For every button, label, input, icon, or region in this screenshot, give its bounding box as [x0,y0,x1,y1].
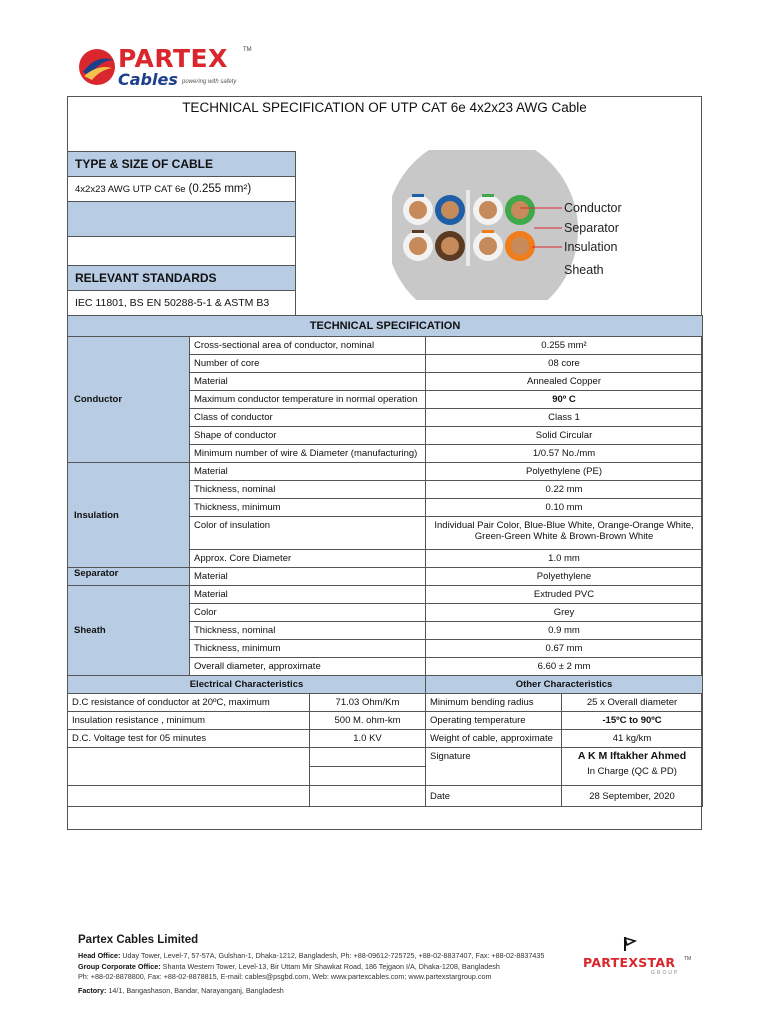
logo-brand: PARTEX [118,44,228,73]
param-label: Material [190,463,426,481]
param-value: 0.10 mm [426,499,703,517]
param-value: 90º C [426,391,703,409]
group-office-label: Group Corporate Office: [78,962,161,971]
param-label: Overall diameter, approximate [190,658,426,676]
empty-cell [310,767,426,786]
table-row [68,694,703,712]
group-office-text: Shanta Western Tower, Level-13, Bir Uttam Mir Shawkat Road, 186 Tejgaon I/A, Dhaka-1208, Bangladesh [162,962,500,971]
separator-shape [466,190,470,266]
param-label: Color of insulation [190,517,426,550]
standards-value: IEC 11801, BS EN 50288-5-1 & ASTM B3 [67,290,296,316]
partex-logo [78,46,118,88]
other-label: Minimum bending radius [426,694,562,712]
param-label: Color [190,604,426,622]
param-label: Thickness, minimum [190,640,426,658]
param-label: Material [190,568,426,586]
label-conductor: Conductor [564,201,622,215]
param-label: Maximum conductor temperature in normal operation [190,391,426,409]
signature-label: Signature [426,748,562,786]
elec-label: D.C. Voltage test for 05 minutes [68,730,310,748]
table-row [68,586,703,604]
logo-tagline: powering with safety [182,79,237,85]
logo-trademark: TM [243,47,252,53]
other-heading: Other Characteristics [426,676,703,694]
param-label: Material [190,586,426,604]
head-office-text: Uday Tower, Level-7, 57-57A, Gulshan-1, Dhaka-1212, Bangladesh, Ph: +88-09612-725725, +88-02-8837407, Fax: +88-02-8837435 [122,951,545,960]
param-value: Solid Circular [426,427,703,445]
elec-value: 1.0 KV [310,730,426,748]
standards-heading: RELEVANT STANDARDS [67,265,296,291]
other-label: Operating temperature [426,712,562,730]
param-value: 0.9 mm [426,622,703,640]
other-value: 25 x Overall diameter [562,694,703,712]
label-separator: Separator [564,221,619,235]
param-value: Extruded PVC [426,586,703,604]
param-value: 1/0.57 No./mm [426,445,703,463]
head-office-label: Head Office: [78,951,121,960]
partexstar-logo: PARTEXSTAR [583,955,676,970]
group-separator: Separator [68,568,190,586]
cable-cross-section-diagram [392,150,632,300]
param-value: Class 1 [426,409,703,427]
param-value: 0.67 mm [426,640,703,658]
factory-text: 14/1, Bangashason, Bandar, Narayanganj, Bangladesh [108,986,284,995]
type-size-empty-blue [67,201,296,237]
table-row [68,730,703,748]
empty-cell [310,748,426,767]
partexstar-group: GROUP [651,970,680,976]
other-value: -15ºC to 90ºC [562,712,703,730]
footer-factory [78,986,284,995]
param-label: Thickness, nominal [190,622,426,640]
date-value: 28 September, 2020 [562,786,703,807]
partex-swoosh-icon [78,46,118,88]
param-value: 0.255 mm² [426,337,703,355]
type-size-area: (0.255 mm²) [188,183,252,195]
param-label: Approx. Core Diameter [190,550,426,568]
footer-contact: Ph: +88-02-8878800, Fax: +88-02-8878815, E-mail: cables@psgbd.com, Web: www.partexcables.com; www.partexstargroup.com [78,972,492,981]
table-row [68,337,703,355]
empty-cell [310,786,426,807]
param-value: Polyethylene [426,568,703,586]
document-title: TECHNICAL SPECIFICATION OF UTP CAT 6e 4x2x23 AWG Cable [182,100,587,115]
other-label: Weight of cable, approximate [426,730,562,748]
param-value: Grey [426,604,703,622]
insulation-color-line2: Green-Green White & Brown-Brown White [474,531,654,542]
param-value: Polyethylene (PE) [426,463,703,481]
type-size-heading: TYPE & SIZE OF CABLE [67,151,296,177]
param-label: Class of conductor [190,409,426,427]
table-row [68,748,703,767]
param-value: 08 core [426,355,703,373]
param-value: Annealed Copper [426,373,703,391]
param-label: Material [190,373,426,391]
type-size-main: 4x2x23 AWG UTP CAT 6e [75,183,186,195]
signer-role: In Charge (QC & PD) [587,766,677,777]
footer-group-office [78,962,500,971]
insulation-color-line1: Individual Pair Color, Blue-Blue White, Orange-Orange White, [434,520,694,531]
technical-specification-table [67,315,703,807]
type-size-empty [67,236,296,266]
table-row [68,712,703,730]
sheath-shape [392,150,578,300]
other-value: 41 kg/km [562,730,703,748]
param-value: 6.60 ± 2 mm [426,658,703,676]
table-row [68,786,703,807]
elec-value: 71.03 Ohm/Km [310,694,426,712]
param-label: Thickness, nominal [190,481,426,499]
spec-heading: TECHNICAL SPECIFICATION [68,316,703,337]
label-insulation: Insulation [564,240,618,254]
param-label: Number of core [190,355,426,373]
footer-head-office [78,951,544,960]
signer-name: A K M Iftakher Ahmed [577,750,687,762]
label-sheath: Sheath [564,263,604,277]
param-value: 1.0 mm [426,550,703,568]
factory-label: Factory: [78,986,107,995]
electrical-heading: Electrical Characteristics [68,676,426,694]
elec-label: D.C resistance of conductor at 20ºC, maximum [68,694,310,712]
type-size-value [67,176,296,202]
group-insulation: Insulation [68,463,190,568]
param-value: 0.22 mm [426,481,703,499]
table-row [68,463,703,481]
param-value [426,517,703,550]
elec-label: Insulation resistance , minimum [68,712,310,730]
param-label: Thickness, minimum [190,499,426,517]
group-sheath: Sheath [68,586,190,676]
elec-value: 500 M. ohm-km [310,712,426,730]
footer-company: Partex Cables Limited [78,934,199,946]
group-conductor: Conductor [68,337,190,463]
empty-cell [68,748,310,786]
param-label: Minimum number of wire & Diameter (manufacturing) [190,445,426,463]
empty-cell [68,786,310,807]
date-label: Date [426,786,562,807]
param-label: Shape of conductor [190,427,426,445]
table-row [68,568,703,586]
partexstar-trademark: TM [684,956,692,962]
logo-sub: Cables [118,70,178,89]
param-label: Cross-sectional area of conductor, nominal [190,337,426,355]
signature-block [562,748,703,786]
